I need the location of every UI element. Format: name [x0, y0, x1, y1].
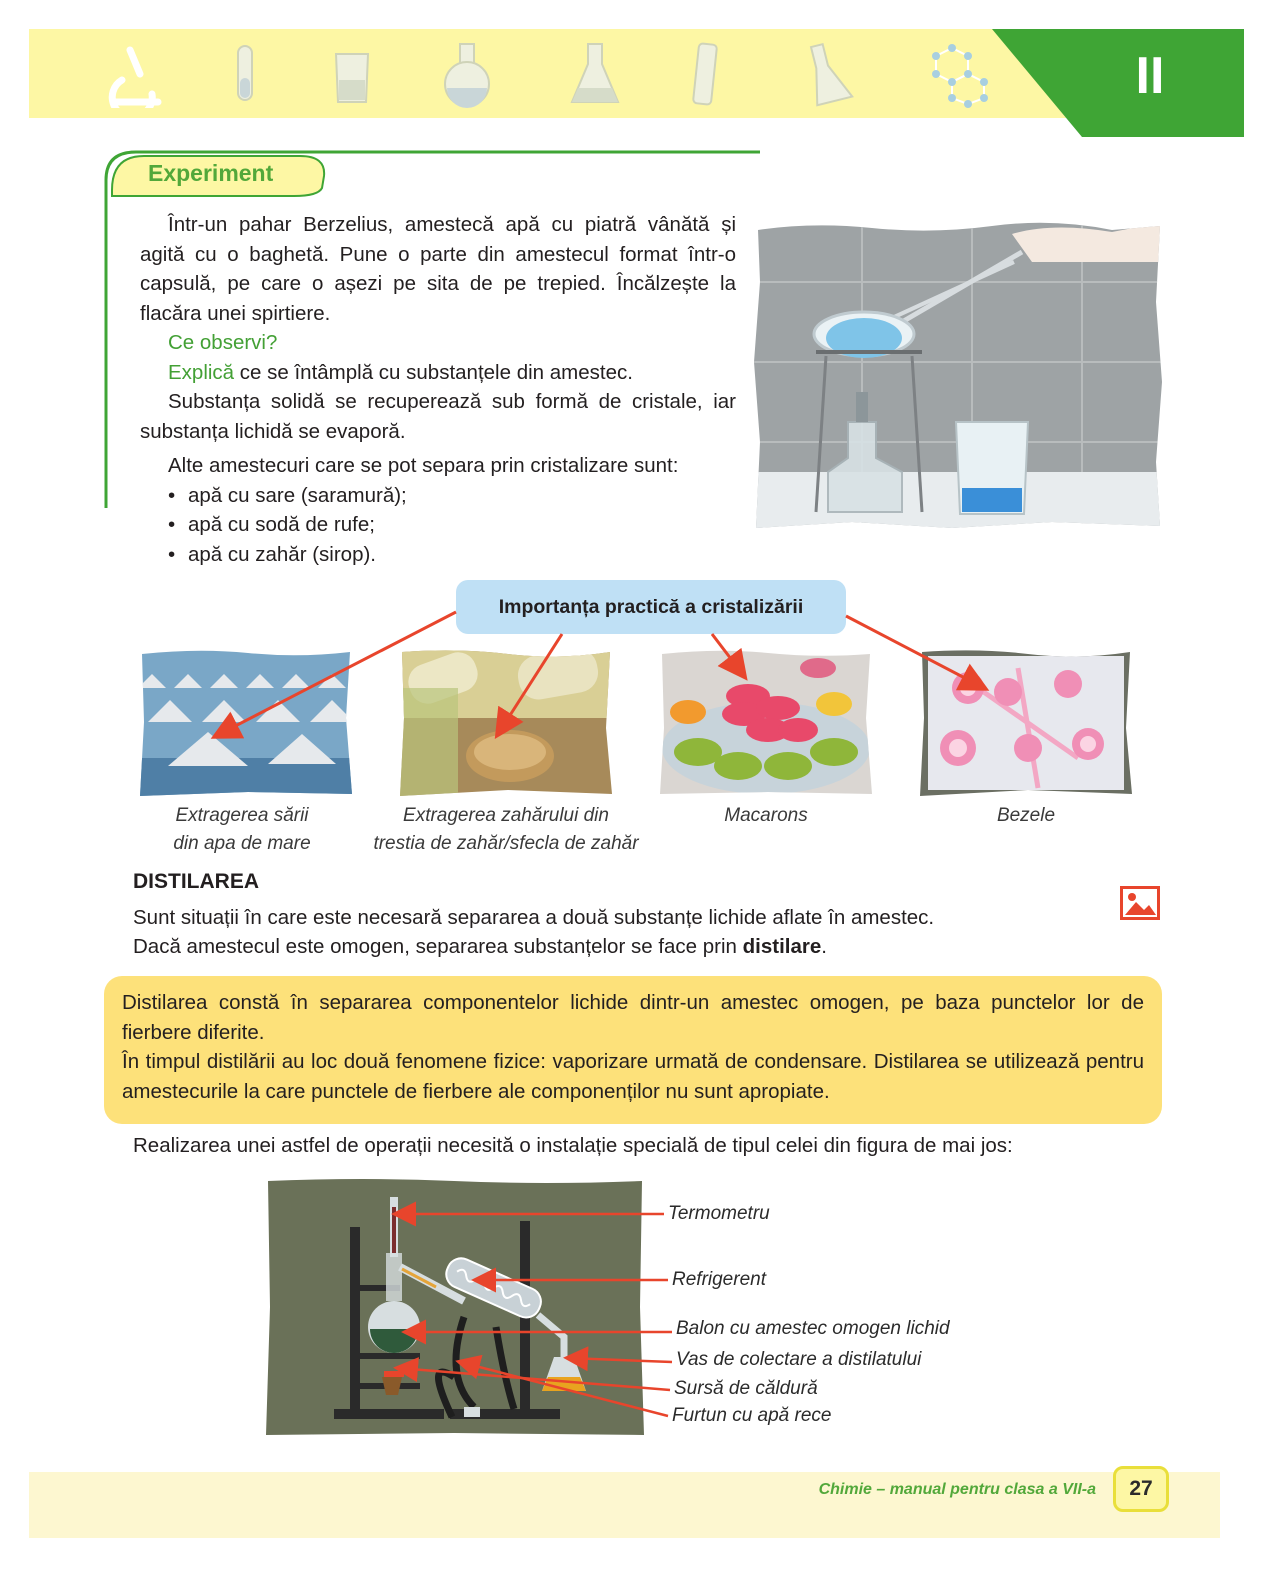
molecule-icon — [916, 40, 992, 108]
label-flask: Balon cu amestec omogen lichid — [676, 1318, 950, 1339]
experiment-text — [140, 210, 736, 569]
definition-1: Distilarea constă în separarea componentelor lichide dintr-un amestec omogen, pe baza punctelor lor de fierbere diferite. — [122, 991, 1144, 1044]
intro-bold: distilare — [742, 934, 822, 958]
caption-salt — [128, 802, 356, 858]
erlenmeyer-icon — [800, 40, 854, 108]
label-heat-source: Sursă de căldură — [674, 1378, 818, 1399]
explain-rest: ce se întâmplă cu substanțele din amestec. — [234, 360, 633, 384]
section-title: DISTILAREA — [133, 870, 259, 893]
distillation-intro — [133, 904, 1033, 961]
salt-mounds-photo — [138, 648, 354, 798]
experiment-paragraph-2: Substanța solidă se recuperează sub formă de cristale, iar substanța lichidă se evaporă. — [140, 390, 736, 443]
caption-salt-line-1: Extragerea sării — [175, 805, 309, 826]
label-collecting-vessel: Vas de colectare a distilatului — [676, 1349, 922, 1370]
caption-salt-line-2: din apa de mare — [173, 833, 311, 854]
caption-sugar — [356, 802, 656, 858]
conical-flask-icon — [568, 40, 622, 108]
experiment-question: Ce observi? — [168, 331, 278, 354]
sugarcane-photo — [398, 648, 614, 798]
distillation-intro-line-2 — [133, 933, 1033, 962]
experiment-title: Experiment — [148, 160, 274, 186]
list-item: • apă cu zahăr (sirop). — [168, 540, 736, 570]
experiment-explain — [140, 358, 736, 388]
distillation-apparatus-diagram — [264, 1177, 646, 1439]
experiment-paragraph-1: Într-un pahar Berzelius, amestecă apă cu piatră vânătă și agită cu o baghetă. Pune o parte din amestecul format într-o capsulă, pe care o așezi pe sita de pe trepied. Încălzește la flacăra unei spirtiere. — [140, 213, 736, 325]
book-title: Chimie – manual pentru clasa a VII-a — [818, 1481, 1096, 1498]
importance-title-box: Importanța practică a cristalizării — [456, 580, 846, 634]
list-item: • apă cu sare (saramură); — [168, 481, 736, 511]
definition-2: În timpul distilării au loc două fenomene fizice: vaporizare urmată de condensare. Distilarea se utilizează pentru amestecurile la care punctele de fierbere ale componenților nu sunt apropiate. — [122, 1050, 1144, 1103]
image-gallery-icon[interactable] — [1120, 886, 1160, 920]
list-item: • apă cu sodă de rufe; — [168, 510, 736, 540]
distillation-intro-line-1: Sunt situații în care este necesară separarea a două substanțe lichide aflate în amestec. — [133, 906, 935, 929]
explain-word: Explică — [168, 360, 235, 384]
intro-end: . — [821, 934, 827, 958]
caption-sugar-line-2: trestia de zahăr/sfecla de zahăr — [373, 833, 639, 854]
beaker-icon — [330, 40, 374, 108]
round-flask-icon — [440, 40, 494, 108]
macarons-photo — [658, 648, 874, 798]
caption-meringues: Bezele — [996, 805, 1056, 826]
intro-text: Dacă amestecul este omogen, separarea substanțelor se face prin — [133, 934, 743, 958]
label-cold-water-hose: Furtun cu apă rece — [672, 1405, 832, 1426]
microscope-icon — [100, 40, 170, 108]
crystallization-lab-photo — [752, 222, 1164, 532]
thermometer-icon — [688, 40, 722, 108]
test-tube-icon — [228, 40, 262, 108]
meringues-photo — [918, 648, 1134, 798]
experiment-paragraph-3: Alte amestecuri care se pot separa prin cristalizare sunt: — [168, 454, 679, 477]
mixtures-list — [140, 481, 736, 570]
definition-text — [122, 988, 1144, 1106]
chapter-tab — [992, 29, 1244, 137]
caption-macarons: Macarons — [724, 805, 808, 826]
page-number: 27 — [1113, 1466, 1169, 1512]
caption-sugar-line-1: Extragerea zahărului din — [403, 805, 609, 826]
chapter-number: II — [1135, 47, 1165, 105]
label-condenser: Refrigerent — [672, 1269, 766, 1290]
realization-text: Realizarea unei astfel de operații necesită o instalație specială de tipul celei din figura de mai jos: — [133, 1134, 1013, 1157]
label-thermometer: Termometru — [668, 1203, 770, 1224]
